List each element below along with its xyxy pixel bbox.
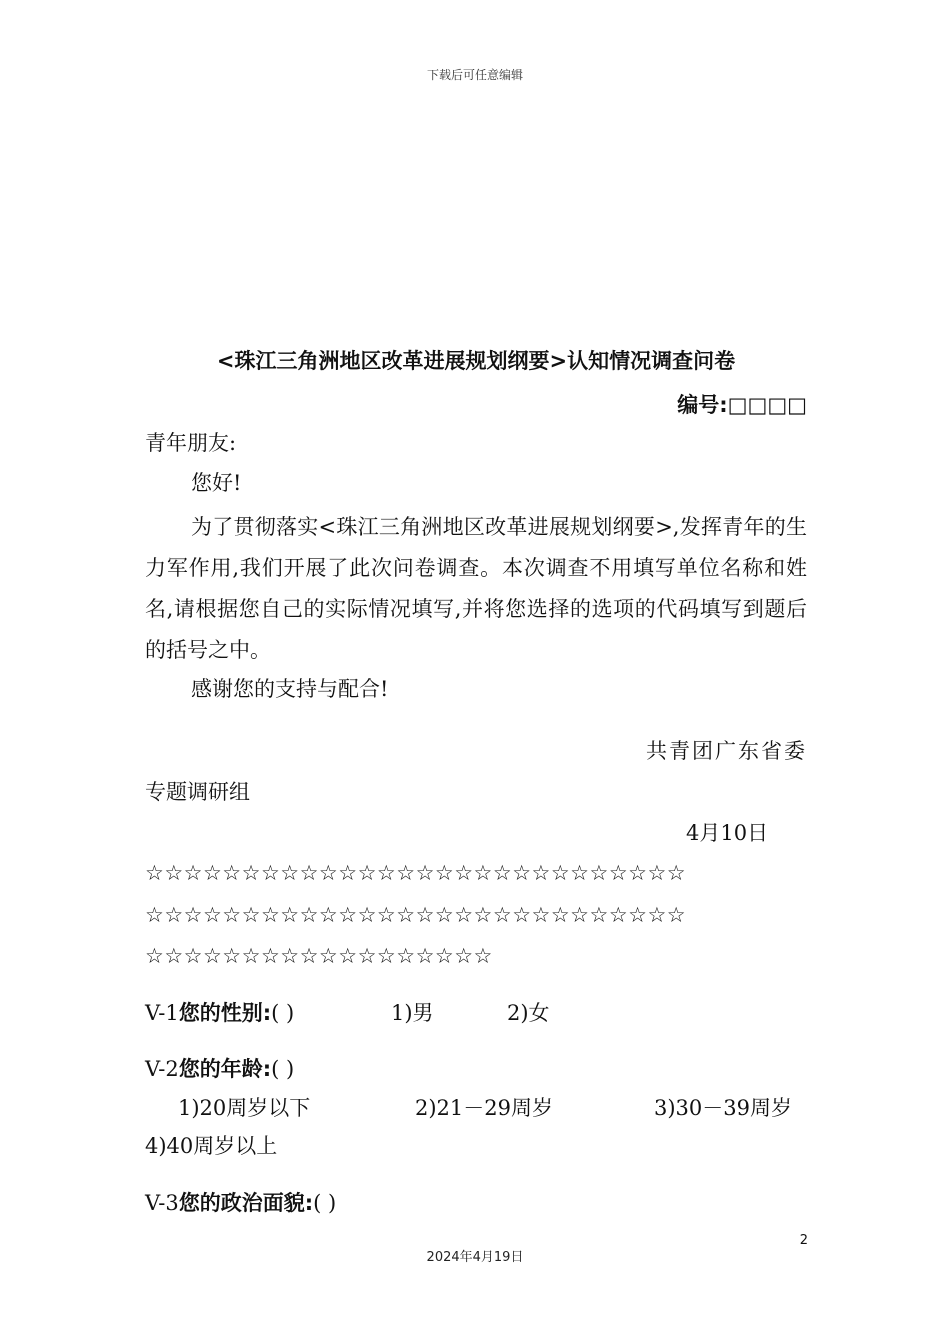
question-label: 您的性别: (178, 1001, 272, 1025)
greeting: 您好! (191, 471, 242, 495)
option-v1-1[interactable]: 1)男 (391, 1001, 434, 1025)
salutation: 青年朋友: (145, 431, 237, 455)
answer-blank[interactable]: ( ) (271, 1001, 295, 1025)
question-label: 您的政治面貌: (178, 1191, 314, 1215)
question-v3 (145, 1188, 336, 1218)
document-title: <珠江三角洲地区改革进展规划纲要>认知情况调查问卷 (216, 349, 736, 373)
signature-group: 专题调研组 (145, 780, 250, 804)
thanks-text: 感谢您的支持与配合! (191, 677, 389, 701)
option-v2-1[interactable]: 1)20周岁以下 (178, 1096, 311, 1120)
question-v2 (145, 1054, 294, 1084)
question-label: 您的年龄: (178, 1057, 272, 1081)
star-divider-2: ☆☆☆☆☆☆☆☆☆☆☆☆☆☆☆☆☆☆☆☆☆☆☆☆☆☆☆☆ (145, 903, 687, 927)
answer-blank[interactable]: ( ) (271, 1057, 295, 1081)
page-number: 2 (799, 1233, 808, 1248)
option-v2-2[interactable]: 2)21－29周岁 (415, 1096, 553, 1120)
question-v1 (145, 998, 294, 1028)
question-code: V-3 (145, 1191, 179, 1215)
page-footer-date: 2024年4月19日 (426, 1250, 524, 1265)
option-v2-4[interactable]: 4)40周岁以上 (145, 1134, 278, 1158)
serial-number-label: 编号:□□□□ (677, 393, 807, 417)
signature-org: 共青团广东省委 (646, 739, 807, 763)
question-code: V-1 (145, 1001, 179, 1025)
signature-date: 4月10日 (686, 821, 769, 845)
star-divider-3: ☆☆☆☆☆☆☆☆☆☆☆☆☆☆☆☆☆☆ (145, 944, 493, 968)
intro-paragraph: 为了贯彻落实<珠江三角洲地区改革进展规划纲要>,发挥青年的生力军作用,我们开展了此次问卷调查。本次调查不用填写单位名称和姓名,请根据您自己的实际情况填写,并将您选择的选项的代码填写到题后的括号之中。 (145, 515, 807, 662)
answer-blank[interactable]: ( ) (313, 1191, 337, 1215)
question-code: V-2 (145, 1057, 179, 1081)
star-divider-1: ☆☆☆☆☆☆☆☆☆☆☆☆☆☆☆☆☆☆☆☆☆☆☆☆☆☆☆☆ (145, 861, 687, 885)
option-v2-3[interactable]: 3)30－39周岁 (654, 1096, 792, 1120)
page-header: 下载后可任意编辑 (426, 68, 523, 82)
option-v1-2[interactable]: 2)女 (507, 1001, 550, 1025)
